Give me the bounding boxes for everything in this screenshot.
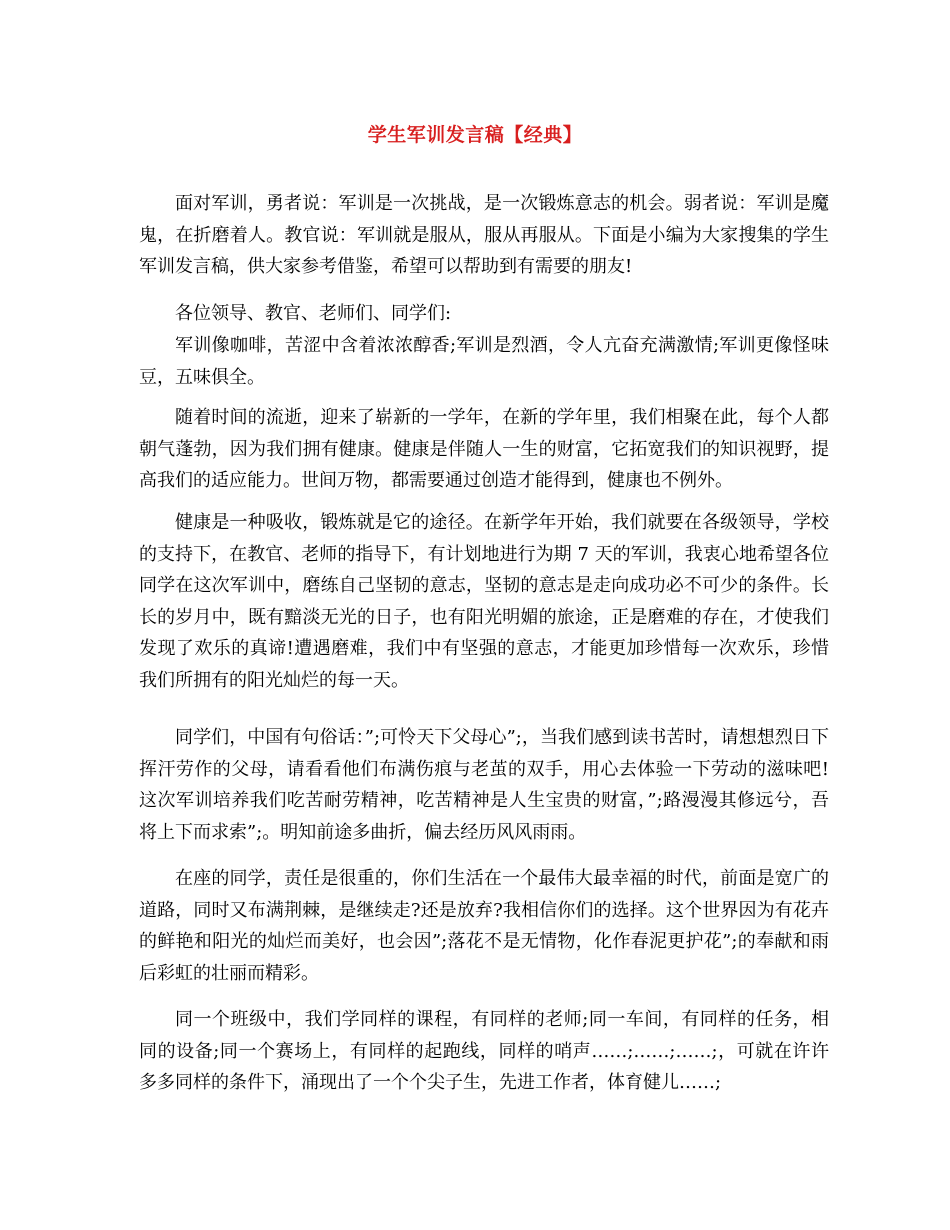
paragraph-parents: 同学们，中国有句俗话：”;可怜天下父母心”;，当我们感到读书苦时，请想想烈日下挥汗劳作的父母，请看看他们布满伤痕与老茧的双手，用心去体验一下劳动的滋味吧!这次军训培养我们吃苦耐劳精神，吃苦精神是人生宝贵的财富，”;路漫漫其修远兮，吾将上下而求索”;。明知前途多曲折，偏去经历风风雨雨。 [139, 727, 829, 843]
document-title: 学生军训发言稿【经典】 [367, 124, 583, 146]
paragraph-intro: 面对军训，勇者说：军训是一次挑战，是一次锻炼意志的机会。弱者说：军训是魔鬼，在折磨着人。教官说：军训就是服从，服从再服从。下面是小编为大家搜集的学生军训发言稿，供大家参考借鉴，希望可以帮助到有需要的朋友! [139, 193, 829, 277]
paragraph-same-class: 同一个班级中，我们学同样的课程，有同样的老师;同一车间，有同样的任务，相同的设备;同一个赛场上，有同样的起跑线，同样的哨声……;……;……;，可就在许许多多同样的条件下，涌现出了一个个尖子生，先进工作者，体育健儿……; [139, 1009, 829, 1093]
paragraph-coffee: 军训像咖啡，苦涩中含着浓浓醇香;军训是烈酒，令人亢奋充满激情;军训更像怪味豆，五味俱全。 [139, 335, 829, 388]
paragraph-health: 健康是一种吸收，锻炼就是它的途径。在新学年开始，我们就要在各级领导，学校的支持下，在教官、老师的指导下，有计划地进行为期 7 天的军训，我衷心地希望各位同学在这次军训中，磨练自己坚韧的意志，坚韧的意志是走向成功必不可少的条件。长长的岁月中，既有黯淡无光的日子，也有阳光明媚的旅途，正是磨难的存在，才使我们发现了欢乐的真谛!遭遇磨难，我们中有坚强的意志，才能更加珍惜每一次欢乐，珍惜我们所拥有的阳光灿烂的每一天。 [139, 512, 829, 691]
paragraph-responsibility: 在座的同学，责任是很重的，你们生活在一个最伟大最幸福的时代，前面是宽广的道路，同时又布满荆棘，是继续走?还是放弃?我相信你们的选择。这个世界因为有花卉的鲜艳和阳光的灿烂而美好，也会因”;落花不是无情物，化作春泥更护花”;的奉献和雨后彩虹的壮丽而精彩。 [139, 868, 829, 984]
paragraph-new-year: 随着时间的流逝，迎来了崭新的一学年，在新的学年里，我们相聚在此，每个人都朝气蓬勃，因为我们拥有健康。健康是伴随人一生的财富，它拓宽我们的知识视野，提高我们的适应能力。世间万物，都需要通过创造才能得到，健康也不例外。 [139, 407, 829, 491]
paragraph-salutation: 各位领导、教官、老师们、同学们: [175, 303, 452, 324]
